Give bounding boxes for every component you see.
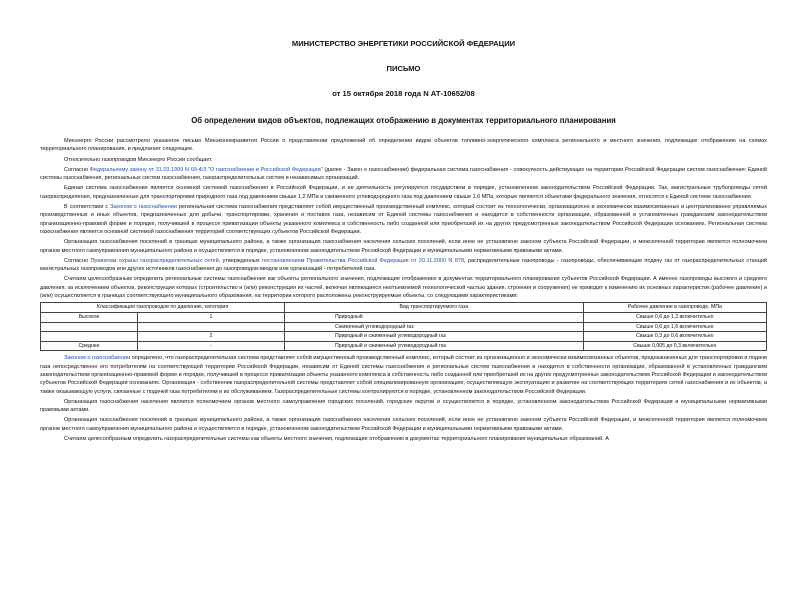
paragraph-6: Организация газоснабжения поселений в границах муниципального района, а также организация газоснабжения населения сельских поселений, если иное не установлено законом субъекта Российской Федерации, и межселенной территории является полномочием органов местного самоуправления муниципального района и осуществляется в порядке, установленном законодательством Российской Федерации и муниципальными нормативными правовыми актами.: [40, 239, 767, 254]
paragraph-9: Законом о газоснабжении определено, что газораспределительная система представляет собой имущественный производственный комплекс, который состоит из организационно и экономически взаимосвязанных объектов, предназначенных для транспортировки и подачи газа непосредственно его потребителям на соответствующей территории Российской Федерации, независим от Единой системы газоснабжения и региональных систем газоснабжения и находится в собственности организации, образованной в установленных гражданским законодательством организационно-правовой форме и порядке, получившей в процессе приватизации объекты указанного комплекса в собственность либо созданной или приобретшей их на других предусмотренных законодательством Российской Федерации и законодательством субъектов Российской Федерации основаниях. Организация - собственник газораспределительной системы представляет собой специализированную организацию, осуществляющую эксплуатацию и развитие на соответствующих территориях сетей газоснабжения и их объектов, а также оказывающую услуги, связанные с подачей газа потребителям и их обслуживанием. Газораспределительные системы контролируются в порядке, установленном законодательством Российской Федерации.: [40, 355, 768, 395]
table-cell: Сжиженный углеводородный газ: [285, 322, 584, 332]
table-row: [41, 312, 767, 322]
table-header-cell: Классификация газопроводов по давлению, категория: [41, 303, 285, 313]
pressure-classification-table: [40, 302, 767, 351]
paragraph-7: Согласно Правилам охраны газораспределительных сетей, утвержденных постановлением Правительства Российской Федерации от 20.11.2000 N 878, распределительные газопроводы - газопроводы, обеспечивающие подачу газ от газораспределительных станций магистральных газопроводов или других источников газоснабжения до газопроводов-вводов или организаций - потребителей газа.: [40, 257, 767, 273]
paragraph-2: Относительно газопроводов Минэнерго России сообщает.: [64, 156, 213, 163]
table-header-cell: Вид транспортируемого газа: [285, 303, 584, 313]
ministry-heading: МИНИСТЕРСТВО ЭНЕРГЕТИКИ РОССИЙСКОЙ ФЕДЕРАЦИИ: [291, 39, 516, 48]
table-row: [41, 332, 767, 342]
federal-law-link[interactable]: Федеральному закону от 31.03.1999 N 69-ФЗ "О газоснабжении в Российской Федерации": [89, 166, 323, 173]
gas-supply-law-link[interactable]: Законом о газоснабжении: [109, 204, 177, 211]
table-cell: Природный и сжиженный углеводородный газ: [285, 332, 584, 342]
table-cell: Свыше 0,6 до 1,2 включительно: [583, 312, 766, 322]
table-cell: Свыше 0,3 до 0,6 включительно: [583, 332, 766, 342]
date-number-heading: от 15 октября 2018 года N АТ-10652/08: [332, 89, 475, 98]
table-cell: Свыше 0,6 до 1,6 включительно: [583, 322, 766, 332]
paragraph-11: Организация газоснабжения поселений в границах муниципального района, а также организация газоснабжения населения сельских поселений, если иное не установлено законом субъекта Российской Федерации, и межселенной территории является полномочием органов местного самоуправления муниципального района и осуществляется в порядке, установленном законодательством Российской Федерации и муниципальными нормативными правовыми актами.: [40, 417, 767, 432]
protection-rules-link[interactable]: Правилам охраны газораспределительных сетей: [90, 257, 219, 264]
paragraph-4: Единая система газоснабжения является основной системой газоснабжения в Российской Федерации, и ее деятельность регулируется государством в порядке, установленном законодательством Российской Федерации. Так, магистральные трубопроводы сетей газораспределения, предназначенные для транспортировки природного газа под давлением свыше 1,2 МПа и сжиженного углеводородного газа под давлением свыше 1,6 МПа, которые являются объектами федерального значения, относятся к Единой системе газоснабжения.: [40, 185, 767, 200]
gas-supply-law-link[interactable]: Законом о газоснабжении: [64, 355, 131, 362]
table-cell: Среднее: [41, 341, 138, 351]
paragraph-3: Согласно Федеральному закону от 31.03.1999 N 69-ФЗ "О газоснабжении в Российской Федерации" (далее - Закон о газоснабжении) федеральная система газоснабжения - совокупность действующих на территории Российской Федерации систем газоснабжения: Единой системы газоснабжения, региональных систем газоснабжения, газораспределительных систем и независимых организаций.: [40, 166, 767, 182]
table-cell: -: [138, 341, 285, 351]
paragraph-10: Организация газоснабжения населения является полномочием органов местного самоуправления городских поселений, городских округов и осуществляется в порядке, установленном законодательством Российской Федерации и муниципальными нормативными правовыми актами.: [40, 398, 767, 414]
table-row: [41, 322, 767, 332]
table-header-row: [41, 303, 767, 313]
table-header-cell: Рабочее давление в газопроводе, МПа: [583, 303, 766, 313]
paragraph-1: Минэнерго России рассмотрело указанное письмо Минэкономразвития России о представлении предложений об определении видов объектов топливно-энергетического комплекса регионального и местного значения, подлежащих отображению на схемах территориального планирования, и предлагает следующее.: [40, 138, 767, 153]
paragraph-8: Считаем целесообразным определить региональные системы газоснабжения как объекты регионального значения, подлежащие отображению в документах территориального планирования субъектов Российской Федерации. А именно газопроводы высокого и среднего давления, за исключением объектов, реконструкция которых (строительство и (или) реконструкция их частей, включая являющиеся неотъемлемой технологической частью здания, строения и сооружения) не приводит к изменению их основных характеристик (рабочее давление) и (или) осуществляется в границах соответствующего муниципального образования, на территории которого расположены реконструируемые объекты, со следующими характеристиками:: [40, 276, 767, 300]
government-decree-link[interactable]: постановлением Правительства Российской Федерации от 20.11.2000 N 878: [262, 257, 464, 264]
table-cell: Высокое: [41, 312, 138, 322]
table-cell: Свыше 0,005 до 0,3 включительно: [583, 341, 766, 351]
table-cell: [41, 322, 138, 332]
table-cell: 1: [138, 312, 285, 322]
document-body: [40, 137, 767, 443]
paragraph-5: В соответствии с Законом о газоснабжении региональная система газоснабжения представляет собой имущественный производственный комплекс, который состоит из технологически, организационно и экономически взаимосвязанных и централизованно управляемых производственных и иных объектов, предназначенных для добычи, транспортировки, хранения и поставок газа, независим от Единой системы газоснабжения и находится в собственности организации, образованной в установленных гражданским законодательством организационно-правовой форме и порядке, получившей в процессе приватизации объекты указанного комплекса в собственность либо созданной или приобретшей их на других предусмотренных законодательством Российской Федерации основаниях. Региональная система газоснабжения является основной системой газоснабжения территорий соответствующих субъектов Российской Федерации.: [40, 204, 768, 235]
document-page: [0, 39, 807, 610]
table-cell: 2: [138, 332, 285, 342]
doc-type-heading: ПИСЬМО: [386, 64, 421, 73]
table-cell: [41, 332, 138, 342]
paragraph-12: Считаем целесообразным определить газораспределительные системы как объекты местного значения, подлежащие отображению в документах территориального планирования муниципальных образований. А: [64, 435, 609, 442]
table-cell: Природный и сжиженный углеводородный газ: [285, 341, 584, 351]
table-row: [41, 341, 767, 351]
document-title: Об определении видов объектов, подлежащих отображению в документах территориального планирования: [191, 116, 616, 125]
table-cell: [138, 322, 285, 332]
table-cell: Природный: [285, 312, 584, 322]
